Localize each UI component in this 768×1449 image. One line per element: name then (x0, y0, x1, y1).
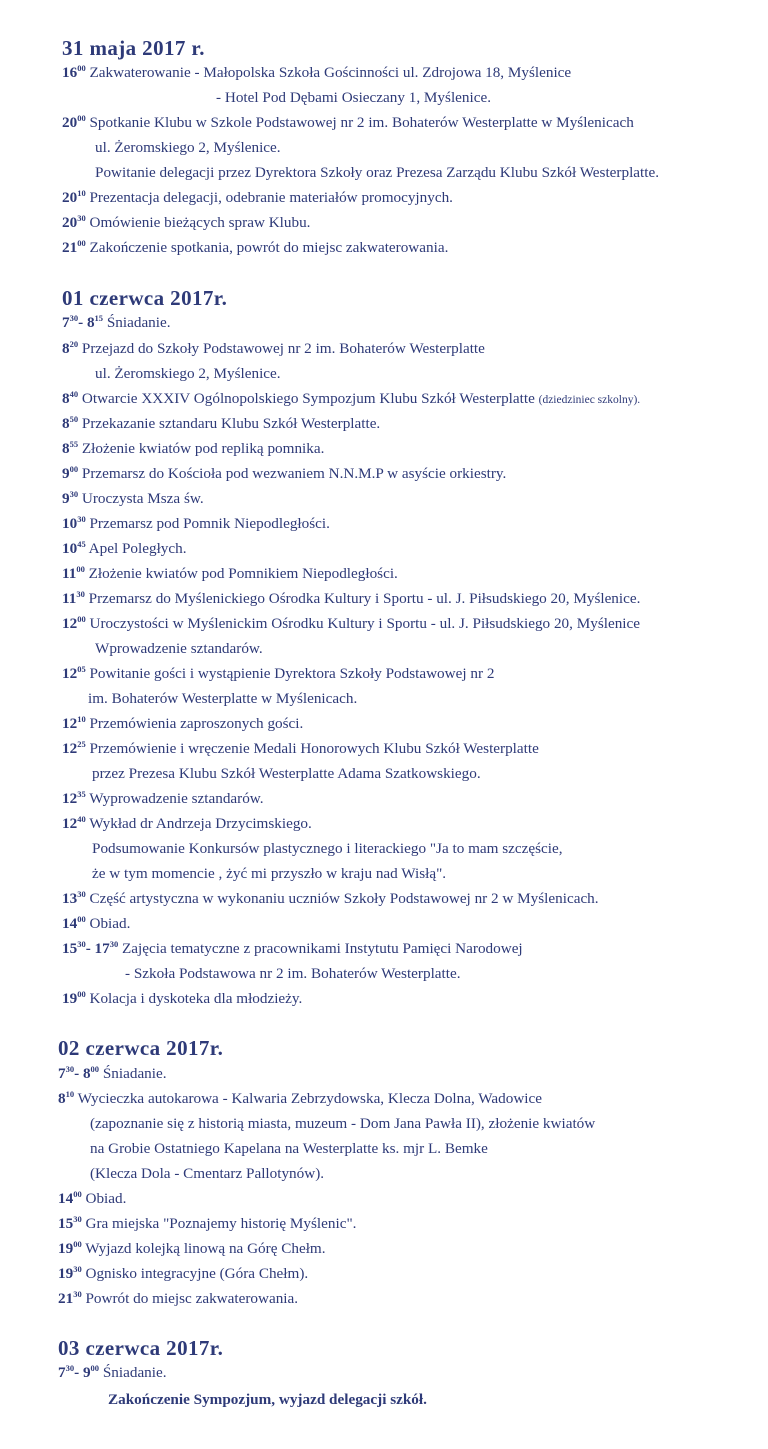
schedule-item (62, 890, 599, 908)
time: $12^{10}$ (62, 714, 86, 732)
time: $12^{35}$ (62, 789, 86, 807)
schedule-item (62, 314, 171, 332)
schedule-item (62, 189, 453, 207)
time: $7^{30}-$ $8^{00}$ (58, 1064, 100, 1082)
schedule-item (58, 1240, 326, 1258)
item-text: Obiad. (85, 1190, 127, 1207)
schedule-item-continuation: - Szkoła Podstawowa nr 2 im. Bohaterów Westerplatte. (125, 965, 461, 982)
item-text: Obiad. (89, 915, 131, 932)
day-header: 02 czerwca 2017r. (58, 1036, 224, 1060)
time: $21^{30}$ (58, 1289, 82, 1307)
time: $8^{20}$ (62, 339, 79, 357)
schedule-item (62, 790, 264, 808)
schedule-item-continuation: ul. Żeromskiego 2, Myślenice. (95, 365, 281, 382)
item-text: Przemarsz pod Pomnik Niepodległości. (89, 515, 330, 532)
schedule-item (62, 390, 640, 409)
schedule-item (62, 64, 571, 82)
time: $20^{30}$ (62, 213, 86, 231)
schedule-item (62, 715, 303, 733)
item-text: Przekazanie sztandaru Klubu Szkół Westerplatte. (81, 415, 381, 432)
schedule-item (58, 1215, 356, 1233)
time: $12^{40}$ (62, 814, 86, 832)
item-text: Zajęcia tematyczne z pracownikami Instytutu Pamięci Narodowej (122, 940, 523, 957)
time: $8^{55}$ (62, 439, 79, 457)
time: $8^{10}$ (58, 1089, 75, 1107)
item-text: Przemówienie i wręczenie Medali Honorowych Klubu Szkół Westerplatte (89, 740, 539, 757)
item-text: Przemarsz do Kościoła pod wezwaniem N.N.M.P w asyście orkiestry. (81, 465, 507, 482)
time: $19^{00}$ (58, 1239, 82, 1257)
item-text: Powrót do miejsc zakwaterowania. (85, 1290, 299, 1307)
item-text: Śniadanie. (102, 1364, 167, 1381)
item-text: Wyprowadzenie sztandarów. (89, 790, 264, 807)
time: $12^{25}$ (62, 739, 86, 757)
schedule-item (62, 590, 640, 608)
schedule-item-continuation: - Hotel Pod Dębami Osieczany 1, Myślenice. (216, 89, 491, 106)
schedule-item (62, 915, 130, 933)
item-text: Wyjazd kolejką linową na Górę Chełm. (85, 1240, 326, 1257)
schedule-item (58, 1265, 308, 1283)
schedule-item-continuation: że w tym momencie , żyć mi przyszło w kraju nad Wisłą". (92, 865, 447, 882)
item-text: Powitanie gości i wystąpienie Dyrektora Szkoły Podstawowej nr 2 (89, 665, 495, 682)
schedule-item-continuation: Wprowadzenie sztandarów. (95, 640, 263, 657)
schedule-item (62, 415, 380, 433)
item-text: Wykład dr Andrzeja Drzycimskiego. (89, 815, 312, 832)
item-text: Złożenie kwiatów pod Pomnikiem Niepodległości. (88, 565, 398, 582)
schedule-item-continuation: na Grobie Ostatniego Kapelana na Westerplatte ks. mjr L. Bemke (90, 1140, 488, 1157)
item-text: Prezentacja delegacji, odebranie materiałów promocyjnych. (89, 189, 453, 206)
schedule-item (62, 815, 312, 833)
schedule-item (58, 1290, 298, 1308)
item-text: Śniadanie. (106, 314, 171, 331)
time: $13^{30}$ (62, 889, 86, 907)
item-text: Apel Poległych. (88, 540, 187, 557)
schedule-item-continuation: przez Prezesa Klubu Szkół Westerplatte Adama Szatkowskiego. (92, 765, 481, 782)
time: $12^{05}$ (62, 664, 86, 682)
time: $20^{10}$ (62, 188, 86, 206)
schedule-item (62, 440, 324, 458)
item-text: Zakwaterowanie - Małopolska Szkoła Gościnności ul. Zdrojowa 18, Myślenice (89, 64, 572, 81)
time: $19^{30}$ (58, 1264, 82, 1282)
schedule-item-continuation: im. Bohaterów Westerplatte w Myślenicach. (88, 690, 358, 707)
item-text: Uroczysta Msza św. (81, 490, 204, 507)
time: $15^{30}-$ $17^{30}$ (62, 939, 119, 957)
time: $7^{30}-$ $8^{15}$ (62, 313, 104, 331)
item-text: Część artystyczna w wykonaniu uczniów Szkoły Podstawowej nr 2 w Myślenicach. (89, 890, 599, 907)
time: $8^{50}$ (62, 414, 79, 432)
schedule-item (62, 615, 640, 633)
schedule-item (62, 565, 398, 583)
item-text: Gra miejska "Poznajemy historię Myślenic". (85, 1215, 357, 1232)
schedule-item (62, 665, 494, 683)
item-text: Przejazd do Szkoły Podstawowej nr 2 im. Bohaterów Westerplatte (81, 340, 485, 357)
time: $9^{00}$ (62, 464, 79, 482)
schedule-item-continuation: (Klecza Dola - Cmentarz Pallotynów). (90, 1165, 325, 1182)
schedule-item (58, 1364, 167, 1382)
time: $16^{00}$ (62, 63, 86, 81)
time: $12^{00}$ (62, 614, 86, 632)
time: $10^{30}$ (62, 514, 86, 532)
schedule-item (62, 990, 302, 1008)
day-header: 31 maja 2017 r. (62, 36, 205, 60)
item-text: Złożenie kwiatów pod repliką pomnika. (81, 440, 325, 457)
item-text: Zakończenie spotkania, powrót do miejsc zakwaterowania. (89, 239, 449, 256)
schedule-item-continuation: Powitanie delegacji przez Dyrektora Szkoły oraz Prezesa Zarządu Klubu Szkół Westerplatte. (95, 164, 660, 181)
day-header: 03 czerwca 2017r. (58, 1336, 224, 1360)
item-text: Ognisko integracyjne (Góra Chełm). (85, 1265, 309, 1282)
schedule-item (58, 1190, 126, 1208)
schedule-item (62, 515, 330, 533)
schedule-item (62, 340, 485, 358)
time: $8^{40}$ (62, 389, 79, 407)
item-text: Wycieczka autokarowa - Kalwaria Zebrzydowska, Klecza Dolna, Wadowice (77, 1090, 542, 1107)
item-text: Uroczystości w Myślenickim Ośrodku Kultury i Sportu - ul. J. Piłsudskiego 20, Myślenice (89, 615, 640, 632)
day-header: 01 czerwca 2017r. (62, 286, 228, 310)
schedule-item-continuation: (zapoznanie się z historią miasta, muzeum - Dom Jana Pawła II), złożenie kwiatów (90, 1115, 596, 1132)
time: $14^{00}$ (62, 914, 86, 932)
time: $11^{30}$ (62, 589, 85, 607)
time: $20^{00}$ (62, 113, 86, 131)
item-note: (dziedziniec szkolny). (538, 394, 641, 406)
item-text: Przemówienia zaproszonych gości. (89, 715, 304, 732)
item-text: Otwarcie XXXIV Ogólnopolskiego Sympozjum Klubu Szkół Westerplatte (81, 390, 535, 407)
schedule-item (62, 214, 310, 232)
item-text: Przemarsz do Myślenickiego Ośrodka Kultury i Sportu - ul. J. Piłsudskiego 20, Myślenice. (88, 590, 641, 607)
schedule-item-continuation: ul. Żeromskiego 2, Myślenice. (95, 139, 281, 156)
time: $7^{30}-$ $9^{00}$ (58, 1363, 100, 1381)
time: $10^{45}$ (62, 539, 86, 557)
item-text: Kolacja i dyskoteka dla młodzieży. (89, 990, 303, 1007)
time: $21^{00}$ (62, 238, 86, 256)
time: $9^{30}$ (62, 489, 79, 507)
time: $15^{30}$ (58, 1214, 82, 1232)
item-text: Spotkanie Klubu w Szkole Podstawowej nr 2 im. Bohaterów Westerplatte w Myślenicach (89, 114, 634, 131)
schedule-item (62, 740, 539, 758)
schedule-item-continuation: Podsumowanie Konkursów plastycznego i literackiego "Ja to mam szczęście, (92, 840, 563, 857)
schedule-item (58, 1065, 167, 1083)
item-text: Śniadanie. (102, 1065, 167, 1082)
schedule-item (62, 465, 506, 483)
time: $19^{00}$ (62, 989, 86, 1007)
closing-note: Zakończenie Sympozjum, wyjazd delegacji szkół. (108, 1391, 427, 1408)
item-text: Omówienie bieżących spraw Klubu. (89, 214, 311, 231)
schedule-item (62, 540, 187, 558)
schedule-item (62, 239, 448, 257)
time: $14^{00}$ (58, 1189, 82, 1207)
schedule-item (62, 114, 634, 132)
schedule-item (62, 940, 523, 958)
schedule-item (58, 1090, 542, 1108)
time: $11^{00}$ (62, 564, 85, 582)
schedule-item (62, 490, 204, 508)
